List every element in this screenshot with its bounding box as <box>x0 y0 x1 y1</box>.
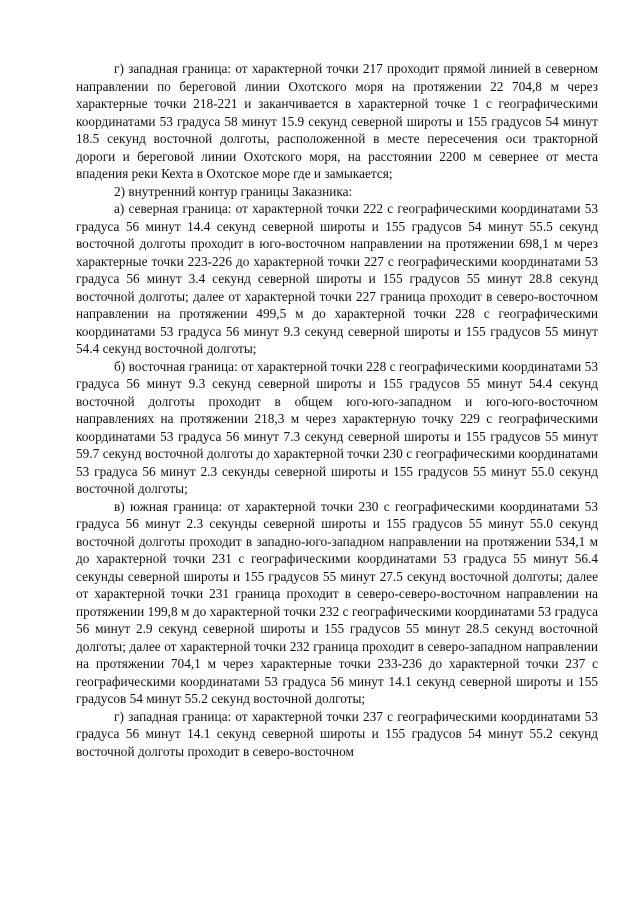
paragraph-south-boundary: в) южная граница: от характерной точки 230 с географическими координатами 53 градуса 56 минут 2.3 секунды северной широты и 155 градусов 55 минут 55.0 секунд восточной долготы проходит в западно-юго-западном направлении на протяжении 534,1 м до характерной точки 231 с географическими координатами 53 градуса 55 минут 56.4 секунды северной широты и 155 градусов 55 минут 27.5 секунд восточной долготы; далее от характерной точки 231 граница проходит в северо-северо-восточном направлении на протяжении 199,8 м до характерной точки 232 с географическими координатами 53 градуса 56 минут 2.9 секунд северной широты и 155 градусов 55 минут 28.5 секунд восточной долготы; далее от характерной точки 232 граница проходит в северо-западном направлении на протяжении 704,1 м через характерные точки 233-236 до характерной точки 237 с географическими координатами 53 градуса 56 минут 14.1 секунд северной широты и 155 градусов 54 минут 55.2 секунд восточной долготы; <box>76 498 598 706</box>
paragraph-west-boundary-inner: г) западная граница: от характерной точки 237 с географическими координатами 53 градуса 56 минут 14.1 секунд северной широты и 155 градусов 54 минут 55.2 секунд восточной долготы проходит в северо-восточном <box>76 708 598 759</box>
document-page <box>76 60 598 760</box>
paragraph-north-boundary: а) северная граница: от характерной точки 222 с географическими координатами 53 градуса 56 минут 14.4 секунд северной широты и 155 градусов 54 минут 55.5 секунд восточной долготы проходит в юго-восточном направлении на протяжении 698,1 м через характерные точки 223-226 до характерной точки 227 с географическими координатами 53 градуса 56 минут 3.4 секунд северной широты и 155 градусов 55 минут 28.8 секунд восточной долготы; далее от характерной точки 227 граница проходит в северо-восточном направлении на протяжении 499,5 м до характерной точки 228 с географическими координатами 53 градуса 56 минут 9.3 секунд северной широты и 155 градусов 55 минут 54.4 секунд восточной долготы; <box>76 201 598 356</box>
paragraph-east-boundary: б) восточная граница: от характерной точки 228 с географическими координатами 53 градуса 56 минут 9.3 секунд северной широты и 155 градусов 55 минут 54.4 секунд восточной долготы проходит в общем юго-юго-западном и юго-юго-восточном направлениях на протяжении 218,3 м через характерную точку 229 с географическими координатами 53 градуса 56 минут 7.3 секунд северной широты и 155 градусов 55 минут 59.7 секунд восточной долготы до характерной точки 230 с географическими координатами 53 градуса 56 минут 2.3 секунды северной широты и 155 градусов 55 минут 55.0 секунд восточной долготы; <box>76 358 598 496</box>
paragraph-west-boundary-outer: г) западная граница: от характерной точки 217 проходит прямой линией в северном направлении по береговой линии Охотского моря на протяжении 22 704,8 м через характерные точки 218-221 и заканчивается в характерной точке 1 с географическими координатами 53 градуса 58 минут 15.9 секунд северной широты и 155 градусов 54 минут 18.5 секунд восточной долготы, расположенной в месте пересечения оси тракторной дороги и береговой линии Охотского моря, на расстоянии 2200 м севернее от места впадения реки Кехта в Охотское море где и замыкается; <box>76 61 598 181</box>
paragraph-inner-contour-heading: 2) внутренний контур границы Заказника: <box>114 183 353 199</box>
